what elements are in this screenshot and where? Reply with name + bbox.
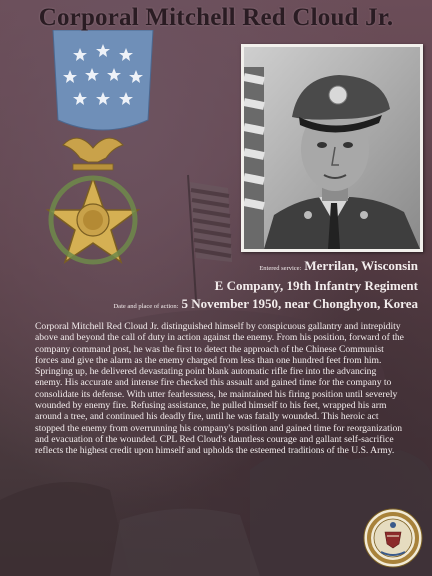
poster-title: Corporal Mitchell Red Cloud Jr. (38, 4, 394, 31)
medal-of-honor-icon (18, 30, 168, 310)
citation-text: Corporal Mitchell Red Cloud Jr. distinguished himself by conspicuous gallantry and intrepidity above and beyond the call of duty in action against the enemy. From his position, forward of the company command post, he was the first to detect the approach of the Chinese Communist forces and give the alarm as the enemy charged from less than one hundred feet from him. Springing up, he delivered devastating point blank automatic rifle fire into the advancing enemy. His accurate and intense fire checked this assault and gained time for the company to consolidate its defense. With utter fearlessness, he maintained his firing position until severely wounded by enemy fire. Refusing assistance, he pulled himself to his feet, wrapped his arm around a tree, and continued his deadly fire, until he was fatally wounded. This heroic act stopped the enemy from overrunning his company's position and gained time for reorganization and evacuation of the wounded. CPL Red Cloud's dauntless courage and gallant self-sacrifice reflects the highest credit upon himself and upholds the esteemed traditions of the U.S. Army. (35, 321, 404, 457)
army-seal-icon (363, 508, 423, 568)
unit-line: E Company, 19th Infantry Regiment (214, 278, 418, 293)
action-line (113, 296, 418, 312)
entered-service-line (259, 258, 418, 274)
portrait-frame (241, 44, 423, 252)
action-label: Date and place of action: (113, 303, 179, 310)
entered-service-label: Entered service: (259, 265, 302, 272)
soldier-portrait (244, 47, 420, 249)
action-value: 5 November 1950, near Chonghyon, Korea (181, 296, 418, 311)
entered-service-value: Merrilan, Wisconsin (304, 258, 418, 273)
